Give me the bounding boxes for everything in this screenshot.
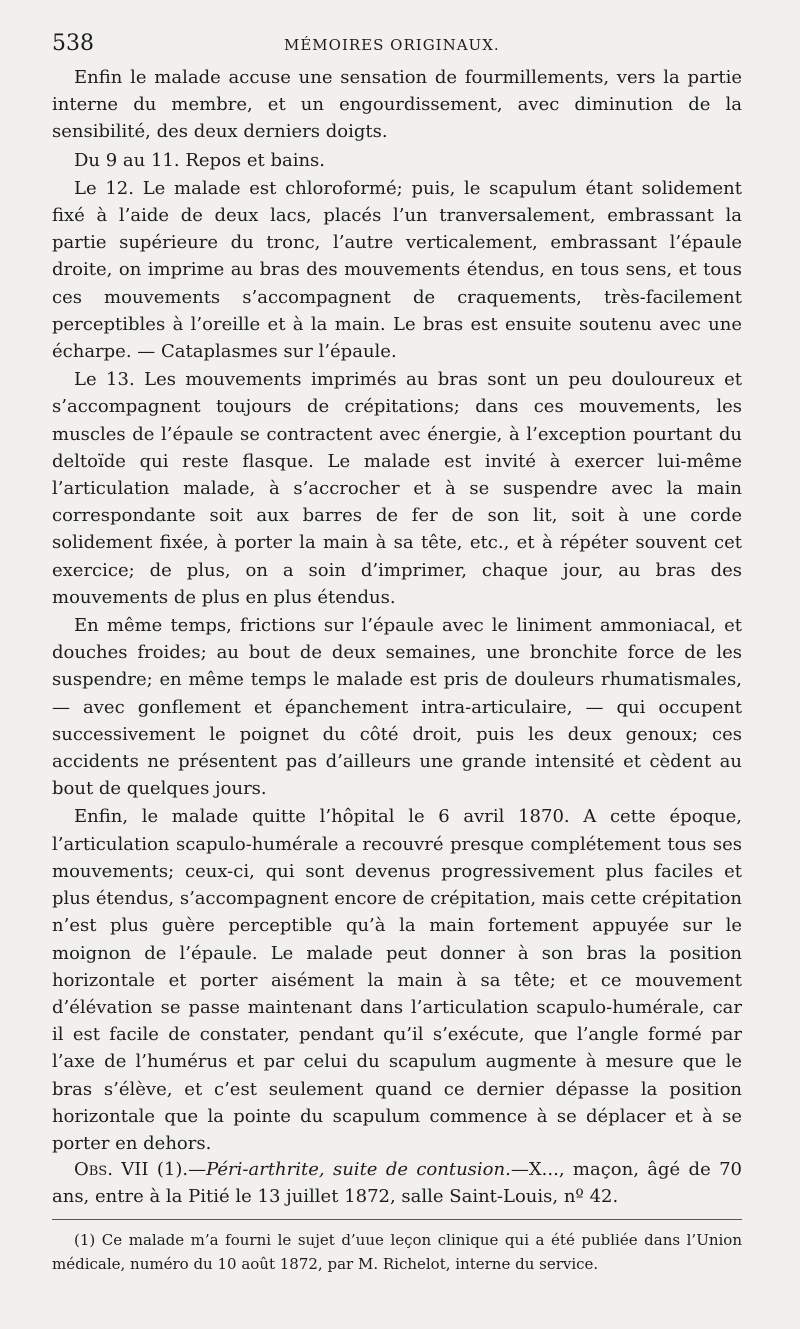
observation-heading [52,1156,742,1210]
paragraph: Enfin le malade accuse une sensation de fourmillements, vers la partie interne du membre, et un engourdissement, avec diminution de la sensibilité, des deux derniers doigts. [52,67,742,143]
footnote-rule [52,1219,742,1220]
paragraph: Le 13. Les mouvements imprimés au bras sont un peu douloureux et s’accompagnent toujours de crépitations; dans ces mouvements, les muscles de l’épaule se contractent avec énergie, à l’exception pourtant du deltoïde qui reste flasque. Le malade est invité à exercer lui-même l’articulation malade, à s’accrocher et à se suspendre avec la main correspondante soit aux barres de fer de son lit, soit à une corde solidement fixée, à porter la main à sa tête, etc., et à répéter souvent cet exercice; de plus, on a soin d’imprimer, chaque jour, au bras des mouvements de plus en plus étendus. [52,369,742,608]
observation-label: Obs. VII (1).— [74,1159,207,1180]
page-number: 538 [52,31,94,56]
footnote: (1) Ce malade m’a fourni le sujet d’uue leçon clinique qui a été publiée dans l’Union médicale, numéro du 10 août 1872, par M. Richelot, interne du service. [52,1231,742,1273]
paragraph: En même temps, frictions sur l’épaule avec le liniment ammoniacal, et douches froides; au bout de deux semaines, une bronchite force de les suspendre; en même temps le malade est pris de douleurs rhumatismales, — avec gonflement et épanchement intra-articulaire, — qui occupent successivement le poignet du côté droit, puis les deux genoux; ces accidents ne présentent pas d’ailleurs une grande intensité et cèdent au bout de quelques jours. [52,615,742,800]
running-head: MÉMOIRES ORIGINAUX. [284,36,500,54]
observation-title: Péri-arthrite, suite de contusion. [206,1159,511,1180]
observation-text: —X..., maçon, âgé de 70 ans, entre à la Pitié le 13 juillet 1872, salle Saint-Louis, nº 42. [52,1159,742,1208]
paragraph: Du 9 au 11. Repos et bains. [74,149,326,171]
page-header [52,30,742,60]
body-text [52,64,742,1158]
paragraph: Enfin, le malade quitte l’hôpital le 6 avril 1870. A cette époque, l’articulation scapulo-humérale a recouvré presque complétement tous ses mouvements; ceux-ci, qui sont devenus progressivement plus faciles et plus étendus, s’accompagnent encore de crépitation, mais cette crépitation n’est plus guère perceptible qu’à la main fortement appuyée sur le moignon de l’épaule. Le malade peut donner à son bras la position horizontale et porter aisément la main à sa tête; et ce mouvement d’élévation se passe maintenant dans l’articulation scapulo-humérale, car il est facile de constater, pendant qu’il s’exécute, que l’angle formé par l’axe de l’humérus et par celui du scapulum augmente à mesure que le bras s’élève, et c’est seulement quand ce dernier dépasse la position horizontale que la pointe du scapulum commence à se déplacer et à se porter en dehors. [52,806,742,1154]
paragraph: Le 12. Le malade est chloroformé; puis, le scapulum étant solidement fixé à l’aide de deux lacs, placés l’un tranversalement, embrassant la partie supérieure du tronc, l’autre verticalement, embrassant l’épaule droite, on imprime au bras des mouvements étendus, en tous sens, et tous ces mouvements s’accompagnent de craquements, très-facilement perceptibles à l’oreille et à la main. Le bras est ensuite soutenu avec une écharpe. — Cataplasmes sur l’épaule. [52,177,742,363]
